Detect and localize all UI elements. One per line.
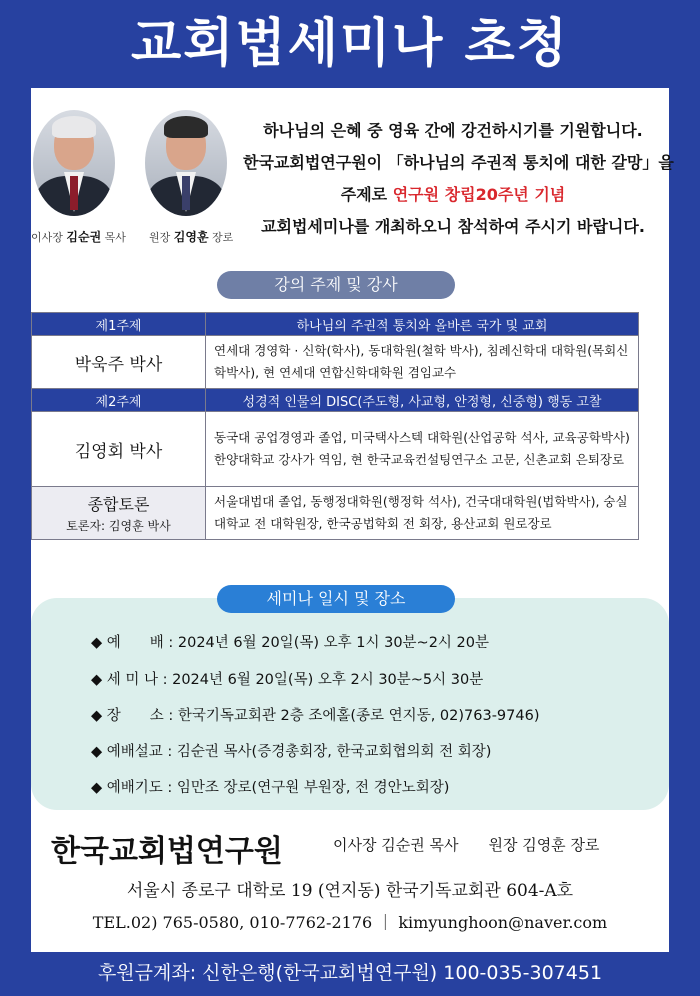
organization-people: 이사장 김순권 목사 원장 김영훈 장로 [333,836,600,854]
organization-contact: TEL.02) 765-0580, 010-7762-2176 ｜ kimyunghoon@naver.com [92,913,608,932]
speaker1-row [32,336,639,389]
schedule-row-venue: ◆ 장 소 : 한국기독교회관 2층 조에홀(종로 연지동, 02)763-9746) [91,708,540,724]
discussion-bio: 서울대법대 졸업, 동행정대학원(행정학 석사), 건국대대학원(법학박사), 숭실대학교 전 대학원장, 한국공법학회 전 회장, 용산교회 원로장로 [206,487,639,540]
organization-name: 한국교회법연구원 [51,834,283,869]
discussion-moderator: 토론자: 김영훈 박사 [66,519,171,533]
content-panel [31,88,674,952]
portrait-photo-right [145,110,227,216]
topic2-label: 제2주제 [32,389,206,412]
schedule-section-heading: 세미나 일시 및 장소 [217,585,455,613]
topic1-header-row [32,313,639,336]
organization-address: 서울시 종로구 대학로 19 (연지동) 한국기독교회관 604-A호 [126,881,574,901]
lecture-section-heading: 강의 주제 및 강사 [217,271,455,299]
lecture-table [31,312,639,540]
speaker1-name: 박욱주 박사 [32,336,206,389]
schedule-row-worship: ◆ 예 배 : 2024년 6월 20일(목) 오후 1시 30분~2시 20분 [91,635,489,651]
discussion-cell [32,487,206,540]
intro-line-1: 하나님의 은혜 중 영육 간에 강건하시기를 기원합니다. [263,121,643,140]
intro-line-4: 교회법세미나를 개최하오니 참석하여 주시기 바랍니다. [261,217,645,236]
portrait-caption-right: 원장 김영훈 장로 [149,230,234,244]
portrait-photo-left [33,110,115,216]
topic1-label: 제1주제 [32,313,206,336]
donation-account: 후원금계좌: 신한은행(한국교회법연구원) 100-035-307451 [97,962,603,984]
speaker2-bio: 동국대 공업경영과 졸업, 미국택사스텍 대학원(산업공학 석사, 교육공학박사) 한양대학교 강사가 역임, 현 한국교육컨설팅연구소 고문, 신촌교회 은퇴장로 [206,412,639,487]
speaker2-name: 김영회 박사 [32,412,206,487]
intro-line-2: 한국교회법연구원이 「하나님의 주권적 통치에 대한 갈망」을 [243,153,674,172]
discussion-title: 종합토론 [87,495,150,514]
speaker2-row [32,412,639,487]
discussion-row [32,487,639,540]
schedule-row-prayer: ◆ 예배기도 : 임만조 장로(연구원 부원장, 전 경안노회장) [91,780,450,796]
schedule-row-seminar: ◆ 세 미 나 : 2024년 6월 20일(목) 오후 2시 30분~5시 30분 [91,672,484,688]
portrait-caption-left: 이사장 김순권 목사 [31,230,126,244]
intro-line-3: 주제로 연구원 창립20주년 기념 [340,185,566,204]
topic2-header-row [32,389,639,412]
schedule-row-sermon: ◆ 예배설교 : 김순권 목사(증경총회장, 한국교회협의회 전 회장) [91,744,492,760]
page-title: 교회법세미나 초청 [131,14,569,74]
topic1-title: 하나님의 주권적 통치와 올바른 국가 및 교회 [206,313,639,336]
topic2-title: 성경적 인물의 DISC(주도형, 사교형, 안정형, 신중형) 행동 고찰 [206,389,639,412]
speaker1-bio: 연세대 경영학 · 신학(학사), 동대학원(철학 박사), 침례신학대 대학원(목회신학박사), 현 연세대 연합신학대학원 겸임교수 [206,336,639,389]
